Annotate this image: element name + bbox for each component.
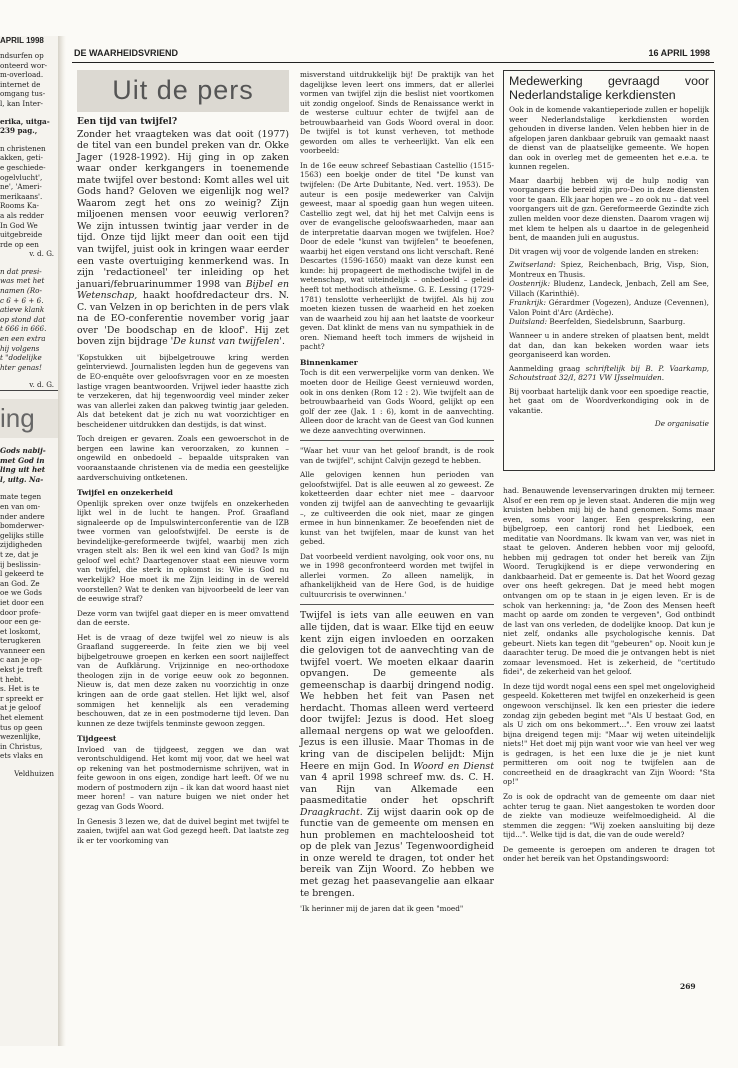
notice-region: Oostenrijk: Bludenz, Landeck, Jenbach, Zell am See, Villach (Karinthië). [509, 279, 709, 298]
subheading: Twijfel en onzekerheid [77, 488, 173, 498]
strip-line: s. Het is te [0, 684, 40, 694]
strip-line: m-overload. [0, 70, 44, 80]
strip-line: tus op geen [0, 722, 43, 732]
strip-line: zijdigheden [0, 540, 43, 550]
strip-line: rde op een [0, 239, 39, 249]
subheading: Tijdgeest [77, 734, 117, 744]
strip-line: et loskomt, [0, 626, 41, 636]
page-header [72, 48, 714, 63]
strip-line: c aan je op- [0, 655, 42, 665]
article-lead: Zonder het vraagteken was dat ooit (1977) de titel van een bundel preken van dr. Okke Jager (1928-1992). Hij ging in op zaken waar onder kerkgangers in toenemende mate twijfel over bestond: Komt alles wel uit Gods hand? Geloven we eigenlijk nog wel? Waarom zegt het ons zo weinig? Zijn miljoenen mensen voor eeuwig verloren? We zijn intussen twintig jaar verder in de tijd. Onze tijd lijkt meer dan ooit een tijd van twijfel, juist ook in kringen waar eerder een vaste overtuiging kenmerkend was. In zijn 'redactioneel' ter inleiding op het januari/februarinummer 1998 van Bijbel en Wetenschap, haakt hoofdredacteur drs. N. C. van Velzen in op berichten in de pers vlak na de EO-conferentie november vorig jaar over 'De boodschap en de kloof'. Hij zet boven zijn bijdrage 'De kunst van twijfelen'. [77, 128, 289, 348]
section-title-box [77, 70, 289, 112]
strip-line: in Christus, [0, 741, 43, 751]
strip-line: erika, uitga- [0, 116, 50, 126]
left-page-strip [0, 36, 58, 1046]
paragraph: Invloed van de tijdgeest, zeggen we dan wat verontschuldigend. Het komt mij voor, dat we heel wat op rekening van het postmodernisme schrijven, wat in feite gewoon in ons eigen, zondige hart leeft. Of we nu modern of postmodern zijn – ik kan dat woord haast niet meer horen! – van nature buigen we niet onder het gezag van Gods Woord. [77, 744, 289, 811]
strip-line: op stond dat [0, 314, 46, 324]
divider [300, 604, 494, 605]
strip-line: c 6 + 6 + 6. [0, 295, 44, 305]
paragraph: 'Kopstukken uit bijbelgetrouwe kring werden geïnterviewd. Journalisten legden hun de gegevens van de EO-enquête over geloofsvragen voor en ze moesten lastige vragen beantwoorden. Vrijwel ieder haastte zich te verzekeren, dat hij tegenwoordig veel minder zeker was van allerlei zaken dan pakweg twintig jaar geleden. Als dat betekent dat je zich nu wat voorzichtiger en bescheidener uitdrukken dan destijds, is dat winst. [77, 352, 289, 429]
strip-line: n christenen [0, 143, 46, 153]
strip-line: 239 pag., [0, 126, 38, 136]
strip-line: at je geloof [0, 703, 41, 713]
strip-signature-2: v. d. G. [0, 380, 58, 391]
strip-line: iet door een [0, 597, 44, 607]
section-title: Uit de pers [112, 75, 254, 106]
strip-section-title: ing [0, 399, 58, 438]
paragraph: Toch is dit een verwerpelijke vorm van denken. We moeten door de Heilige Geest vernieuwd worden, ook in ons denken (Rom 12 : 2). Wie twijfelt aan de betrouwbaarheid van Gods Woord, gelijkt op een golf der zee (Jak. 1 : 6), komt in de aanvechting. Alleen door de kracht van de Geest van God kunnen we deze aanvechting overwinnen. [300, 368, 494, 435]
strip-line: ne', 'Ameri- [0, 182, 42, 192]
strip-line: a als redder [0, 210, 44, 220]
strip-block-5 [0, 446, 58, 484]
strip-signature-3: Veldhuizen [14, 769, 54, 778]
strip-line: en een extra [0, 334, 46, 344]
strip-line: wezenlijke, [0, 732, 41, 742]
strip-line: Rooms Ka- [0, 201, 39, 211]
strip-line: ogelvlucht', [0, 172, 43, 182]
notice-title: Medewerking gevraagd voor Nederlandstalige kerkdiensten [509, 74, 709, 102]
column-3 [503, 486, 715, 869]
column-3-box [503, 70, 715, 471]
publication-name: DE WAARHEIDSVRIEND [74, 48, 179, 58]
strip-line: namen (Ro- [0, 286, 42, 296]
paragraph: "Waar het vuur van het geloof brandt, is de rook van de twijfel", schijnt Calvijn gezegd te hebben. [300, 446, 494, 465]
notice-paragraph: Bij voorbaat hartelijk dank voor een spoedige reactie, het gaat om de Woordverkondiging ook in de vakantie. [509, 386, 709, 415]
strip-line: onteerd wor- [0, 60, 48, 70]
strip-line: akken, geti- [0, 153, 43, 163]
strip-line: ling uit het [0, 465, 46, 475]
paragraph: Dat voorbeeld verdient navolging, ook voor ons, nu we in 1998 geconfronteerd worden met twijfel in allerlei vormen. Zo alleen namelijk, in afhankelijkheid van de Here God, is de huidige cultuurcrisis te overwinnen.' [300, 551, 494, 599]
page-spine [58, 36, 66, 1046]
strip-line: mate tegen [0, 492, 42, 502]
paragraph: In de 16e eeuw schreef Sebastiaan Castellio (1515-1563) een boekje onder de titel "De kunst van twijfelen: (De Arte Dubitante, Ned. vert. 1953). De auteur is een posije medewerker van Calvijn geweest, maar al spoedig gaan hun wegen uiteen. Castellio zegt wel, dat hij het met Calvijn eens is over de evangelische geloofswaarheden, maar aan de interpretatie daarvan mogen we twijfelen. Hoe? Door de edele "kunst van twijfelen" te beoefenen, waarbij het eigen verstand ons licht verschaft. René Descartes (1596-1650) maakt van deze kunst een kunde: hij propageert de methodische twijfel in de wetenschap, wat uiteindelijk – onbedoeld – geleid heeft tot methodisch atheïsme. G. E. Lessing (1729-1781) tenslotte verheerlijkt de twijfel. Als hij zou moeten kiezen tussen de waarheid en het zoeken van de waarheid zou hij aan het laatste de voorkeur geven. Dat klinkt de mens van nu sympathiek in de oren. Niemand heeft toch immers de wijsheid in pacht? [300, 160, 494, 352]
strip-line: e geschiede- [0, 162, 46, 172]
strip-line: In God We [0, 220, 38, 230]
strip-line: n dat presi- [0, 266, 42, 276]
strip-line: t 666 in 666. [0, 324, 47, 334]
paragraph: Het is de vraag of deze twijfel wel zo nieuw is als Graafland suggereerde. In feite zien we bij veel bijbelgetrouwe groepen en kerken een soort naijleffect van de Aufklärung. Vrijzinnige en neo-orthodoxe theologen zijn in de vorige eeuw ook zo begonnen. Nieuw is, dat men deze zaken nu voorzichtig in onze kringen aan de orde gaat stellen. Het lijkt wel, alsof sommigen het kennelijk als een verademing beschouwen, dat ze in een postmoderne tijd leven. Dan kunnen ze deze twijfels tenminste gewoon zeggen. [77, 632, 289, 728]
strip-line: nder andere [0, 511, 45, 521]
paragraph: De gemeente is geroepen om anderen te dragen tot onder het bereik van het Opstandingswoord: [503, 844, 715, 864]
strip-line: t "dodelijke [0, 353, 42, 363]
strip-line: vanneer een [0, 645, 45, 655]
notice-signature: De organisatie [654, 419, 709, 429]
article-heading: Een tijd van twijfel? [77, 117, 178, 127]
strip-line: en van om- [0, 501, 40, 511]
paragraph: In Genesis 3 lezen we, dat de duivel begint met twijfel te zaaien, twijfel aan wat God gezegd heeft. Dat laatste zeg ik er ter voorkoming van [77, 816, 289, 845]
strip-line: was met het [0, 276, 45, 286]
strip-line: l, uitg. Na- [0, 474, 44, 484]
paragraph: Openlijk spreken over onze twijfels en onzekerheden lijkt wel in de lucht te hangen. Prof. Graafland signaleerde op de Impulswinterconferentie van de IZB twee vormen van geloofstwijfel. De eerste is de bevindelijke-gereformeerde twijfel, waarbij men zich vragen stelt als: Ben ik wel een kind van God? Is mijn geloof wel echt? Daartegenover staat een nieuwe vorm van twijfel, die sterk in opkomst is: Wie is God nu werkelijk? Hoe moet ik me Zijn leiding in de wereld voorstellen? Wat te denken van bijvoorbeeld de leer van de eeuwige straf? [77, 498, 289, 604]
strip-line: met God in [0, 455, 45, 465]
paragraph-large: Twijfel is iets van alle eeuwen en van alle tijden, dat is waar. Elke tijd en eeuw kent zijn eigen invloeden en oorzaken die gelovigen tot de aanvechting van de twijfel voert. We moeten elkaar daarin opvangen. De gemeente als gemeenschap is daarbij dringend nodig. We hebben het feit van Pasen net herdacht. Thomas alleen werd verteerd door twijfel: Jezus is dood. Het sloeg allemaal nergens op wat we geloofden. Jezus is een illusie. Maar Thomas in de kring van de discipelen belijdt: Mijn Heere en mijn God. In Woord en Dienst van 4 april 1998 schreef mw. ds. C. H. van Rijn van Alkemade een paasmeditatie onder het opschrift Draagkracht. Zij wijst daarin ook op de functie van de gemeente om mensen en hun problemen en machteloosheid tot op de plek van Jezus' Tegenwoordigheid in onze wereld te dragen, tot onder het bereik van Zijn Woord. Zo hebben we met gezag het paasevangelie aan elkaar te brengen. [300, 610, 494, 899]
strip-line: terugkeren [0, 636, 41, 646]
paragraph: had. Benauwende levenservaringen drukten mij terneer. Alsof er een rem op je leven staat. Anderen die mijn weg kruisten hebben mij bij de hand genomen. Soms maar even, soms voor langer. Een gesprekskring, een bijbelgroep, een cantorij rond het Liedboek, een meditatie van Noordmans. Ik kwam van ver, was niet in staat te geloven. Anderen hebben voor mij geloofd, hebben mij gedragen tot onder het bereik van Zijn Woord. Terugkijkend is er diepe verwondering en dankbaarheid. Dat er gemeente is. Dat het Woord gezag over ons heeft gekregen. Dat je meed hebt mogen ontvangen om op te staan in je eigen leven. Er is de schok van herkenning: ja, "de Zoon des Mensen heeft macht op aarde om zonden te vergeven", God ontbindt de last van ons verleden, de dodelijke knoop. Dat kun je niet zelf, ondanks alle psychologische kennis. Dat gebeurt. Niets kan tegen dit "gebeuren" op. Nooit kun je daarachter terug. De moed die je ontvangen hebt is niet zomaar levensmoed. Het is zekerheid, de "certitudo fidei", de zekerheid van het geloof. [503, 486, 715, 677]
notice-paragraph: Dit vragen wij voor de volgende landen en streken: [509, 246, 699, 256]
strip-line: l, kan Inter- [0, 98, 43, 108]
strip-line: ij beslissin- [0, 559, 41, 569]
strip-line: door profe- [0, 607, 41, 617]
strip-block-6 [0, 492, 58, 761]
strip-line: hij volgens [0, 343, 40, 353]
strip-line: omgang tus- [0, 89, 46, 99]
strip-block-1 [0, 51, 58, 109]
notice-paragraph: Aanmelding graag schriftelijk bij B. P. Vaarkamp, Schoutstraat 32/I, 8271 VW IJsselmuiden. [509, 363, 710, 383]
strip-line: an God. Ze [0, 578, 40, 588]
strip-line: het element [0, 713, 44, 723]
strip-line: merikaans'. [0, 191, 43, 201]
strip-line: Gods nabij- [0, 446, 46, 455]
strip-signature-1: v. d. G. [29, 249, 54, 259]
strip-line: gelijks stille [0, 530, 44, 540]
paragraph: Deze vorm van twijfel gaat dieper en is meer omvattend dan de eerste. [77, 608, 289, 628]
paragraph: 'Ik herinner mij de jaren dat ik geen "moed" [300, 904, 464, 914]
column-1 [77, 70, 289, 850]
strip-line: ndsurfen op [0, 51, 44, 60]
page-number: 269 [680, 982, 696, 991]
column-2 [300, 70, 494, 919]
notice-region: Duitsland: Beerfelden, Siedelsbrunn, Saarburg. [509, 317, 686, 327]
strip-block-2 [0, 117, 58, 136]
strip-line: hter genas! [0, 362, 42, 372]
paragraph: Zo is ook de opdracht van de gemeente om daar niet achter terug te gaan. Niet aangestoken te worden door de ziekte van modieuze weifelmoedigheid. Al die stemmen die zeggen: "Wij zoeken aansluiting bij deze tijd...". Welke tijd is dat, die van de oude wereld? [503, 791, 715, 840]
strip-line: ekst je treft [0, 665, 43, 675]
notice-box [503, 70, 715, 471]
notice-region: Frankrijk: Gérardmer (Vogezen), Anduze (Cevennen), Valon Point d'Arc (Ardèche). [509, 298, 709, 317]
strip-line: atieve klank [0, 305, 45, 315]
strip-line: ets vlaks en [0, 751, 43, 761]
paragraph: Alle gelovigen kennen hun perioden van geloofstwijfel. Dat is alle eeuwen al zo geweest. Ze koketteerden daar echter niet mee – daarvoor vonden zij twijfel aan de aanvechting te gevaarlijk –, ze cultiveerden die ook niet, maar ze gingen ermee in hun binnenkamer. Ze beoefenden niet de kunst van het twijfelen, maar de kunst van het gebed. [300, 470, 494, 547]
strip-line: l gekeerd te [0, 569, 44, 579]
strip-line: t hebt. [0, 674, 24, 684]
notice-paragraph: Ook in de komende vakantieperiode zullen er hopelijk weer Nederlandstalige kerkdiensten worden gehouden in diverse landen. Velen hebben hier in de afgelopen jaren dankbaar gebruik van gemaakt naast de dienst van de plaatselijke gemeente. We hopen dan ook in overleg met de gemeenten het e.e.a. te kunnen regelen. [509, 105, 709, 172]
strip-line: uitgebreide [0, 230, 43, 240]
strip-line: t ze, dat je [0, 549, 39, 559]
paragraph: misverstand uitdrukkelijk bij! De praktijk van het dagelijkse leven leert ons immers, dat er allerlei vormen van twijfel zijn die beslist niet voortkomen uit zondig ongeloof. Sinds de Renaissance werkt in de westerse cultuur echter de twijfel aan de betrouwbaarheid van Gods Woord overal in door. De twijfel is tot kunst verheven, tot methode geworden om alles te verheerlijkt. Van elk een voorbeeld: [300, 70, 494, 156]
strip-line: bomderwer- [0, 521, 45, 531]
notice-paragraph: Wanneer u in andere streken of plaatsen bent, meldt dat dan, dan kan bekeken worden waar iets georganiseerd kan worden. [509, 331, 709, 360]
strip-line: oe we Gods [0, 588, 42, 598]
strip-block-4 [0, 267, 58, 373]
divider [300, 440, 494, 441]
strip-line: oor een ge- [0, 617, 42, 627]
strip-block-3 [0, 144, 58, 250]
notice-paragraph: Maar daarbij hebben wij de hulp nodig van voorgangers die bereid zijn pro-Deo in deze diensten voor te gaan. Elk jaar hopen we – zo ook nu – dat veel voorgangers uit de gzn. Gereformeerde Gezindte zich zullen melden voor deze diensten. Daarom vragen wij met klem te helpen als u daartoe in de gelegenheid bent, de maanden juli en augustus. [509, 175, 709, 243]
notice-region: Zwitserland: Spiez, Reichenbach, Brig, Visp, Sion, Montreux en Thusis. [509, 260, 709, 279]
subheading: Binnenkamer [300, 357, 358, 367]
strip-line: r spreekt er [0, 693, 44, 703]
paragraph: Toch dreigen er gevaren. Zoals een gewoerschot in de bergen een lawine kan veroorzaken, zo kunnen – ongewild en onbedoeld – bepaalde uitspraken van vooraanstaande christenen via de media een geestelijke aardverschuiving ontketenen. [77, 434, 289, 482]
issue-date: 16 APRIL 1998 [648, 48, 710, 58]
paragraph: In deze tijd wordt nogal eens een spel met ongelovigheid gespeeld. Koketteren met twijfel en onzekerheid is geen ongewoon verschijnsel. Ik ken een priester die iedere zondag zijn gebeden begint met "Als U bestaat God, en als U zich om ons bekommert...". Een vrouw zei laatst bijna dreigend tegen mij: "Maar wij weten uiteindelijk niets!" Het doet mij pijn want voor wie van heel ver weg is gedragen, is het een luxe die je je niet kunt permitteren om ooit nog te twijfelen aan de concreetheid en de draagkracht van Zijn Woord: "Sta op!" [503, 681, 715, 787]
left-strip-date: APRIL 1998 [0, 36, 44, 45]
strip-line: internet de [0, 79, 41, 89]
